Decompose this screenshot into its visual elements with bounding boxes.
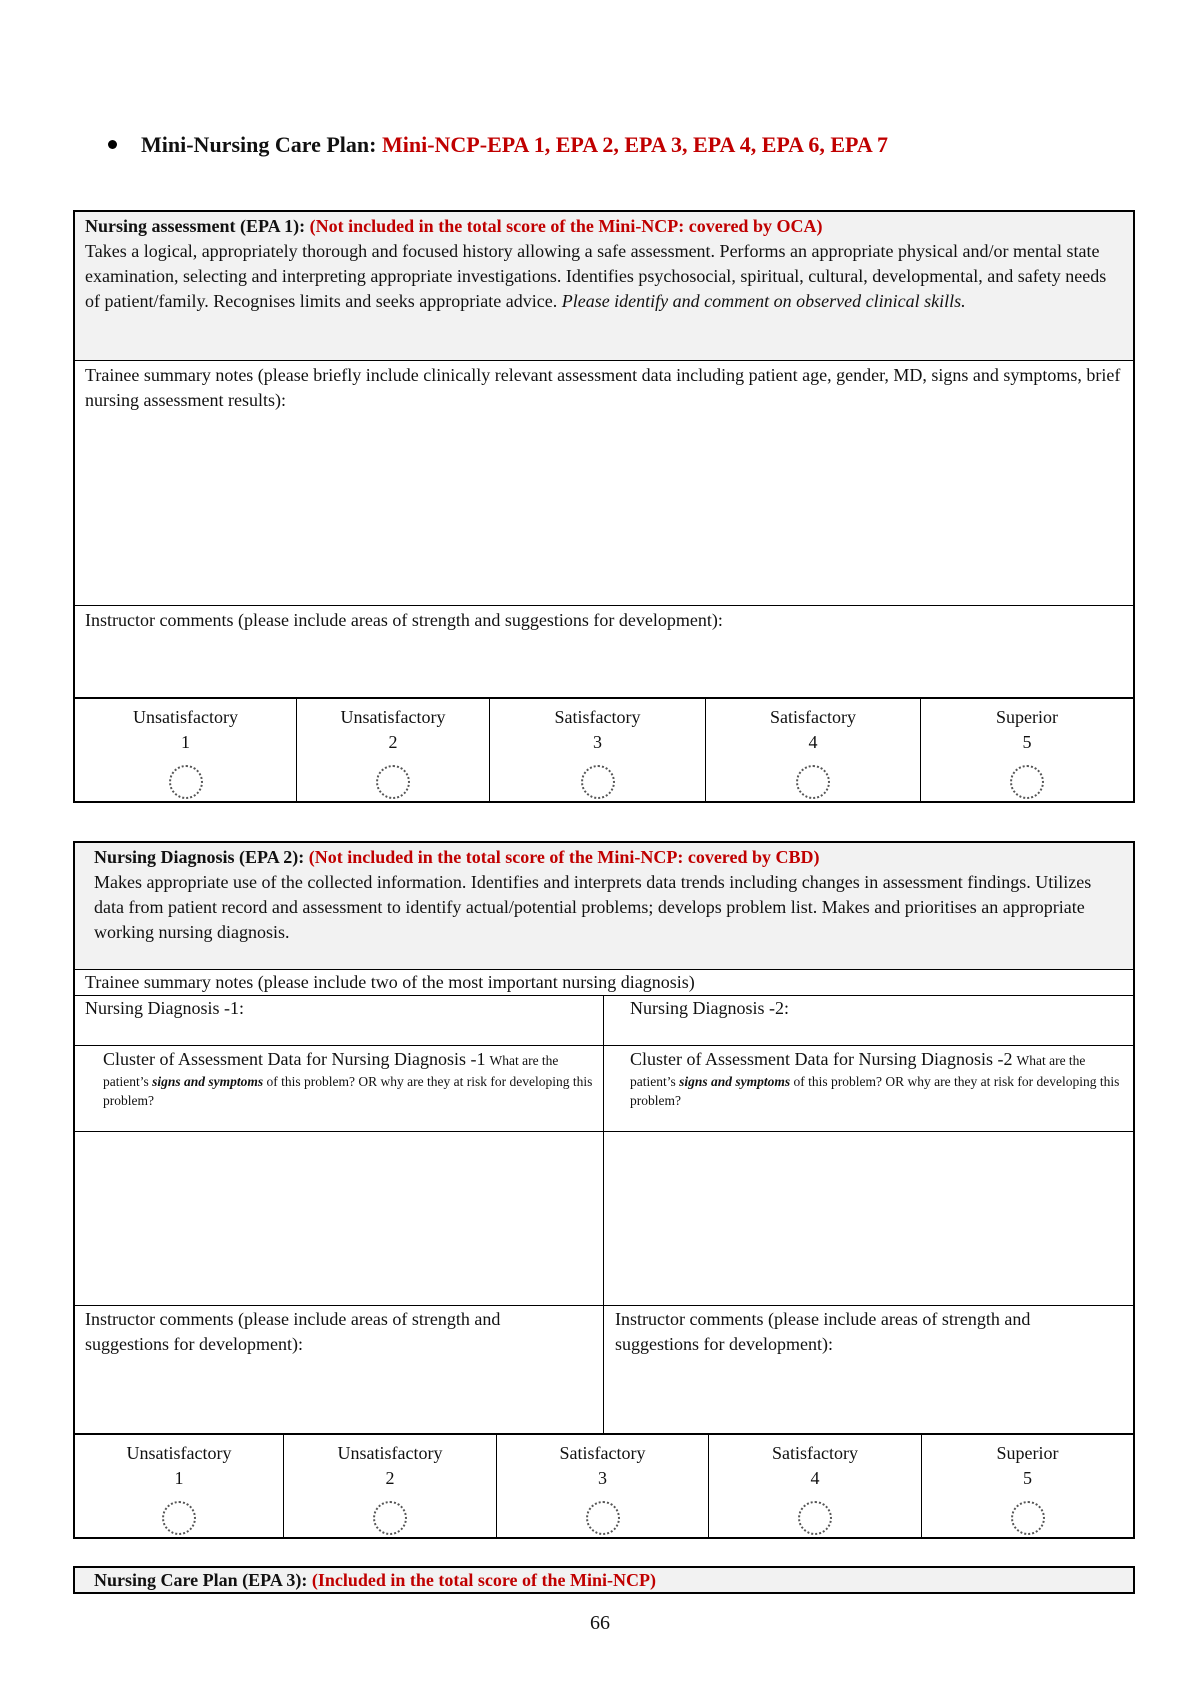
cluster1	[103, 1047, 598, 1110]
epa1-trainee-notes-label: Trainee summary notes (please briefly include clinically relevant assessment data including patient age, gender, MD, signs and symptoms, brief nursing assessment results):	[85, 365, 1121, 410]
epa1-header	[75, 212, 1133, 360]
epa2-header	[75, 843, 1133, 969]
rating-label: Unsatisfactory	[337, 1443, 443, 1463]
epa2-note: (Not included in the total score of the Mini-NCP: covered by CBD)	[308, 847, 820, 867]
rating-value: 4	[810, 1468, 820, 1488]
cluster1-input-area[interactable]	[75, 1132, 603, 1304]
rating-option[interactable]	[921, 699, 1133, 801]
rating-label: Unsatisfactory	[126, 1443, 232, 1463]
radio-button-icon[interactable]	[586, 1501, 620, 1535]
cluster2	[630, 1047, 1130, 1110]
rating-value: 5	[1023, 1468, 1032, 1488]
rating-option[interactable]	[497, 1435, 709, 1537]
rating-option[interactable]	[706, 699, 921, 801]
radio-button-icon[interactable]	[1011, 1501, 1045, 1535]
section-heading	[108, 132, 888, 158]
epa2-instructor-comments-2[interactable]: Instructor comments (please include areas of strength and suggestions for development):	[615, 1309, 1031, 1354]
radio-button-icon[interactable]	[1010, 765, 1044, 799]
epa3-title: Nursing Care Plan (EPA 3):	[94, 1570, 308, 1590]
rating-label: Superior	[996, 1443, 1059, 1463]
diagnosis1-label[interactable]: Nursing Diagnosis -1:	[85, 998, 244, 1018]
epa2-instructor-comments-1[interactable]: Instructor comments (please include areas of strength and suggestions for development):	[85, 1309, 501, 1354]
epa1-title: Nursing assessment (EPA 1):	[85, 216, 306, 236]
radio-button-icon[interactable]	[162, 1501, 196, 1535]
rating-option[interactable]	[75, 699, 297, 801]
epa2-table	[73, 841, 1135, 1435]
epa2-title: Nursing Diagnosis (EPA 2):	[94, 847, 305, 867]
rating-value: 3	[593, 732, 602, 752]
rating-option[interactable]	[284, 1435, 497, 1537]
cluster1-label: Cluster of Assessment Data for Nursing Diagnosis -1	[103, 1049, 486, 1069]
epa3-note: (Included in the total score of the Mini-NCP)	[311, 1570, 656, 1590]
epa1-trainee-notes[interactable]	[85, 363, 1123, 603]
epa3-header	[73, 1566, 1135, 1594]
cluster2-input-area[interactable]	[605, 1132, 1133, 1304]
rating-label: Satisfactory	[554, 707, 641, 727]
epa1-instructor-comments-label: Instructor comments (please include areas of strength and suggestions for development):	[85, 610, 723, 630]
rating-option[interactable]	[709, 1435, 922, 1537]
radio-button-icon[interactable]	[373, 1501, 407, 1535]
epa1-description-italic: Please identify and comment on observed clinical skills.	[561, 291, 966, 311]
radio-button-icon[interactable]	[581, 765, 615, 799]
rating-option[interactable]	[922, 1435, 1133, 1537]
rating-label: Satisfactory	[770, 707, 856, 727]
cluster2-question-bold: signs and symptoms	[679, 1074, 791, 1089]
heading-label: Mini-Nursing Care Plan:	[141, 132, 377, 157]
rating-label: Unsatisfactory	[340, 707, 446, 727]
cluster1-question-post: of this problem? OR why are they at risk for developing this problem?	[103, 1074, 593, 1108]
cluster1-question-bold: signs and symptoms	[152, 1074, 264, 1089]
rating-value: 3	[598, 1468, 607, 1488]
radio-button-icon[interactable]	[798, 1501, 832, 1535]
rating-option[interactable]	[490, 699, 706, 801]
epa1-instructor-comments[interactable]	[85, 608, 1123, 698]
cluster2-question-pre: What are the patient’s	[630, 1053, 1086, 1089]
rating-value: 2	[385, 1468, 395, 1488]
epa1-description: Takes a logical, appropriately thorough and focused history allowing a safe assessment. Performs an appropriate physical and/or mental state examination, selecting and interpreting appropriate investigations. Identifies psychosocial, spiritual, cultural, developmental, and safety needs of patient/family. Recognises limits and seeks appropriate advice.	[85, 241, 1107, 311]
epa2-trainee-notes: Trainee summary notes (please include two of the most important nursing diagnosis)	[85, 972, 695, 992]
diagnosis2-label[interactable]: Nursing Diagnosis -2:	[630, 998, 789, 1018]
page-number: 66	[590, 1612, 610, 1634]
rating-value: 1	[181, 732, 190, 752]
epa1-table	[73, 210, 1135, 699]
bullet-icon	[108, 140, 117, 149]
cluster2-label: Cluster of Assessment Data for Nursing Diagnosis -2	[630, 1049, 1013, 1069]
cluster1-question-pre: What are the patient’s	[103, 1053, 559, 1089]
epa1-note: (Not included in the total score of the Mini-NCP: covered by OCA)	[309, 216, 823, 236]
rating-option[interactable]	[297, 699, 490, 801]
epa2-description: Makes appropriate use of the collected information. Identifies and interprets data trends including changes in assessment findings. Utilizes data from patient record and assessment to identify actual/potential problems; develops problem list. Makes and prioritises an appropriate working nursing diagnosis.	[94, 872, 1092, 942]
radio-button-icon[interactable]	[796, 765, 830, 799]
radio-button-icon[interactable]	[169, 765, 203, 799]
rating-value: 2	[388, 732, 398, 752]
heading-epas: Mini-NCP-EPA 1, EPA 2, EPA 3, EPA 4, EPA 6, EPA 7	[381, 132, 888, 157]
rating-value: 4	[808, 732, 818, 752]
epa1-rating-row	[73, 697, 1135, 803]
cluster2-question-post: of this problem? OR why are they at risk for developing this problem?	[630, 1074, 1120, 1108]
rating-value: 1	[174, 1468, 184, 1488]
epa2-rating-row	[73, 1433, 1135, 1539]
rating-label: Unsatisfactory	[133, 707, 238, 727]
rating-label: Superior	[996, 707, 1058, 727]
rating-value: 5	[1022, 732, 1032, 752]
rating-label: Satisfactory	[772, 1443, 858, 1463]
rating-label: Satisfactory	[559, 1443, 646, 1463]
rating-option[interactable]	[75, 1435, 284, 1537]
radio-button-icon[interactable]	[376, 765, 410, 799]
